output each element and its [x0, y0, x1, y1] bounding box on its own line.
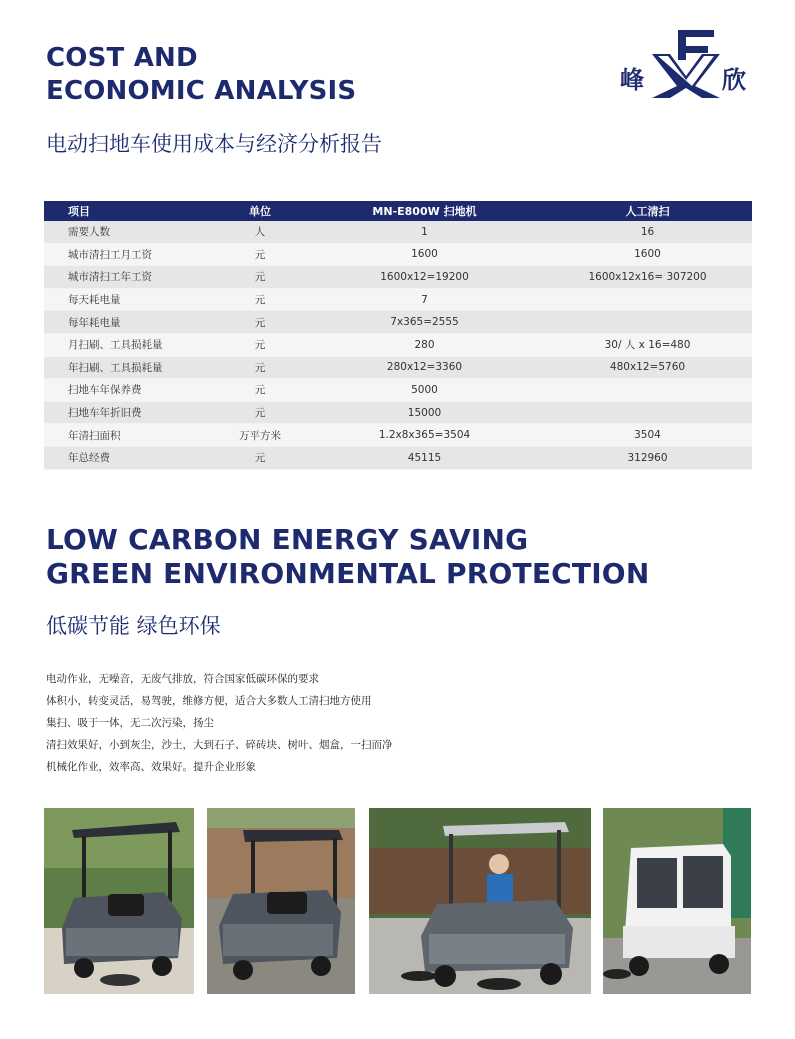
- table-row: [44, 243, 752, 266]
- feature-item: 机械化作业，效率高、效果好。提升企业形象: [46, 761, 256, 773]
- column-header: MN-E800W 扫地机: [306, 201, 543, 221]
- table-cell: 万平方米: [214, 424, 306, 447]
- feature-item: 体积小，转变灵活，易驾驶，维修方便，适合大多数人工清扫地方使用: [46, 695, 372, 707]
- table-cell: 年扫刷、工具损耗量: [44, 356, 214, 379]
- table-cell: 扫地车年保养费: [44, 379, 214, 402]
- table-cell: 45115: [306, 446, 543, 469]
- section-title-cost: [46, 42, 356, 108]
- table-row: [44, 311, 752, 334]
- column-header: 单位: [214, 201, 306, 221]
- feature-item: 集扫、吸于一体，无二次污染，扬尘: [46, 717, 214, 729]
- sweeper-photo-outdoor-park: [44, 808, 194, 994]
- table-cell: 元: [214, 266, 306, 289]
- feature-item: 电动作业，无噪音，无废气排放，符合国家低碳环保的要求: [46, 673, 319, 685]
- table-row: [44, 288, 752, 311]
- table-row: [44, 221, 752, 243]
- logo-left-text: 峰: [620, 65, 644, 94]
- feature-list: [46, 668, 393, 778]
- table-cell: 元: [214, 446, 306, 469]
- table-cell: 5000: [306, 379, 543, 402]
- table-cell: 元: [214, 379, 306, 402]
- feature-item: 清扫效果好，小到灰尘，沙土，大到石子、碎砖块、树叶、烟盒，一扫而净: [46, 739, 393, 751]
- section-subtitle-green: 低碳节能 绿色环保: [46, 614, 221, 638]
- logo-fx-mark: [652, 30, 720, 98]
- table-cell: 月扫刷、工具损耗量: [44, 333, 214, 356]
- table-cell: 元: [214, 333, 306, 356]
- column-header: 人工清扫: [543, 201, 752, 221]
- table-row: [44, 424, 752, 447]
- table-cell: 15000: [306, 401, 543, 424]
- logo-right-text: 欣: [722, 65, 746, 94]
- table-cell: 1600: [306, 243, 543, 266]
- table-cell: 年总经费: [44, 446, 214, 469]
- table-cell: 每年耗电量: [44, 311, 214, 334]
- table-cell: [543, 311, 752, 334]
- table-cell: 30/ 人 x 16=480: [543, 333, 752, 356]
- sweeper-photo-enclosed-cab: [603, 808, 751, 994]
- table-cell: 7: [306, 288, 543, 311]
- column-header: 项目: [44, 201, 214, 221]
- table-cell: [543, 288, 752, 311]
- table-cell: 1600: [543, 243, 752, 266]
- sweeper-photo-courtyard: [207, 808, 355, 994]
- section-title-green: [46, 523, 649, 591]
- table-cell: 城市清扫工年工资: [44, 266, 214, 289]
- section-title-line: ECONOMIC ANALYSIS: [46, 76, 357, 106]
- table-cell: 312960: [543, 446, 752, 469]
- table-row: [44, 333, 752, 356]
- table-cell: 人: [214, 221, 306, 243]
- table-cell: 7x365=2555: [306, 311, 543, 334]
- table-cell: 每天耗电量: [44, 288, 214, 311]
- table-cell: 1: [306, 221, 543, 243]
- table-cell: 元: [214, 288, 306, 311]
- table-cell: 280: [306, 333, 543, 356]
- table-cell: 需要人数: [44, 221, 214, 243]
- table-row: [44, 379, 752, 402]
- table-row: [44, 356, 752, 379]
- table-cell: 280x12=3360: [306, 356, 543, 379]
- sweeper-photo-road-with-driver: [369, 808, 591, 994]
- table-cell: 扫地车年折旧费: [44, 401, 214, 424]
- table-cell: 元: [214, 401, 306, 424]
- table-cell: 16: [543, 221, 752, 243]
- table-cell: 元: [214, 243, 306, 266]
- table-header-row: [44, 201, 752, 221]
- table-cell: 年清扫面积: [44, 424, 214, 447]
- table-row: [44, 446, 752, 469]
- table-row: [44, 401, 752, 424]
- table-cell: 1600x12=19200: [306, 266, 543, 289]
- table-cell: 1.2x8x365=3504: [306, 424, 543, 447]
- section-title-line: COST AND: [46, 43, 198, 73]
- table-cell: 480x12=5760: [543, 356, 752, 379]
- cost-analysis-table: [44, 201, 752, 470]
- section-title-line: LOW CARBON ENERGY SAVING: [46, 523, 529, 556]
- section-title-line: GREEN ENVIRONMENTAL PROTECTION: [46, 557, 650, 590]
- company-logo: [618, 28, 750, 100]
- table-cell: 3504: [543, 424, 752, 447]
- table-row: [44, 266, 752, 289]
- table-cell: 元: [214, 311, 306, 334]
- table-cell: [543, 401, 752, 424]
- table-cell: [543, 379, 752, 402]
- table-cell: 元: [214, 356, 306, 379]
- table-cell: 1600x12x16= 307200: [543, 266, 752, 289]
- section-subtitle-cost: 电动扫地车使用成本与经济分析报告: [46, 132, 382, 156]
- table-cell: 城市清扫工月工资: [44, 243, 214, 266]
